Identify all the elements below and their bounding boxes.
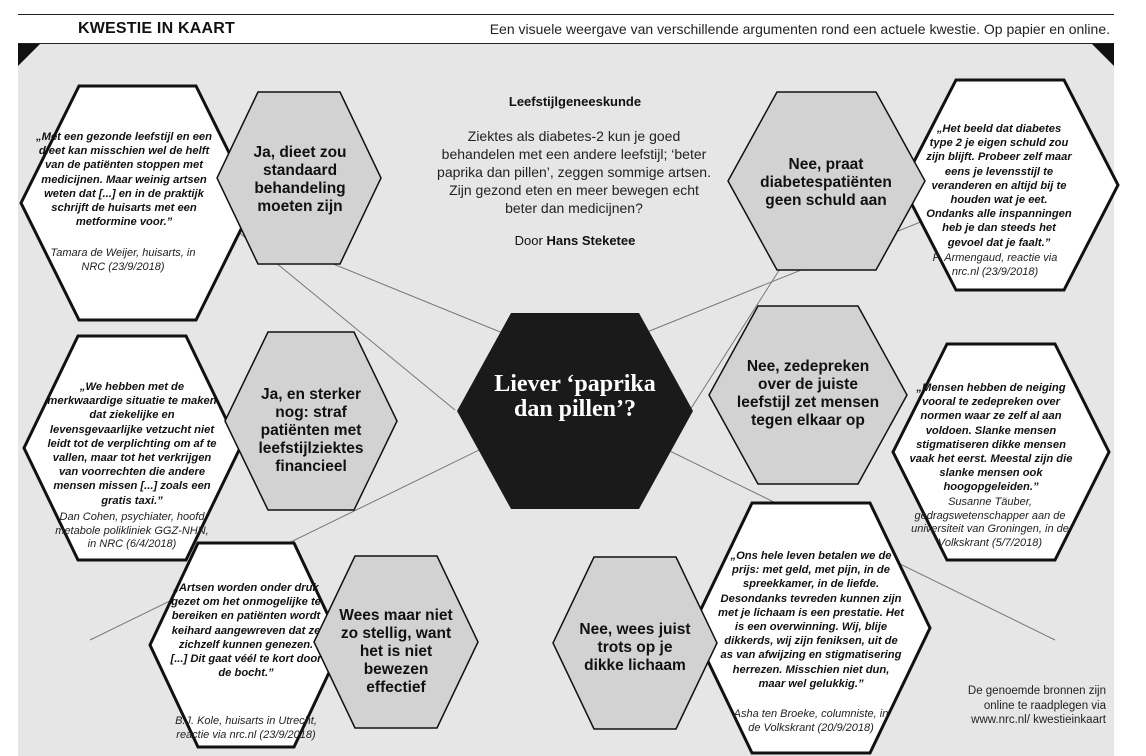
- intro-body: Ziektes als diabetes-2 kun je goed behandelen met een andere leefstijl; ‘beter paprika dan pillen’, zeggen sommige artsen. Zijn gezond eten en meer bewegen echt beter dan medicijnen?: [437, 128, 711, 216]
- quote-4-source: Susanne Täuber, gedragswetenschapper aan de universiteit van Groningen, in de Volkskrant (5/7/2018): [911, 496, 1069, 549]
- quote-4: „Mensen hebben de neiging vooral te zedepreken over normen waar ze zelf al aan voldoen. Slanke mensen stigmatiseren dikke mensen vaak het eerst. Meestal zijn die slanke mensen ook hoogopgeleiden.”: [909, 382, 1073, 494]
- intro-title: Leefstijlgeneeskunde: [508, 94, 642, 109]
- sources-footnote: De genoemde bronnen zijn online te raadplegen via www.nrc.nl/ kwestieinkaart: [967, 685, 1106, 726]
- stance-4: Nee, zedepreken over de juiste leefstijl zet mensen tegen elkaar op: [736, 358, 880, 429]
- byline: [440, 233, 710, 248]
- quote-5-source: B.J. Kole, huisarts in Utrecht, reactie via nrc.nl (23/9/2018): [175, 715, 317, 741]
- stance-3: Ja, en sterker nog: straf patiënten met leefstijlziektes financieel: [258, 386, 364, 475]
- author-name: Hans Steketee: [546, 233, 636, 248]
- central-question: Liever ‘paprika dan pillen’?: [494, 371, 656, 422]
- quote-3: „We hebben met de merkwaardige situatie te maken dat ziekelijke en levensgevaarlijke vetzucht niet leidt tot de verplichting om af te vallen, maar tot het verkrijgen van voorrechten die andere mensen missen [...] zoals een gratis taxi.”: [47, 381, 217, 507]
- quote-2-source: P. Armengaud, reactie via nrc.nl (23/9/2018): [932, 252, 1058, 278]
- page-subtitle: Een visuele weergave van verschillende argumenten rond een actuele kwestie. Op papier en online.: [489, 21, 1110, 37]
- quote-6-source: Asha ten Broeke, columniste, in de Volkskrant (20/9/2018): [733, 708, 889, 734]
- byline-prefix: Door: [514, 233, 543, 248]
- stance-5: Wees maar niet zo stellig, want het is niet bewezen effectief: [339, 607, 453, 696]
- stance-6: Nee, wees juist trots op je dikke lichaam: [579, 621, 691, 674]
- page-title: KWESTIE IN KAART: [78, 20, 235, 37]
- quote-1-source: Tamara de Weijer, huisarts, in NRC (23/9/2018): [50, 247, 196, 273]
- quote-6: „Ons hele leven betalen we de prijs: met geld, met pijn, in de spreekkamer, in de liefde. Desondanks tevreden kunnen zijn met je lichaam is een prestatie. Het is een overwinning. Wij, blije dikkerds, wij zijn feniksen, uit de as van afwijzing en stigmatisering herrezen. Misschien niet dun, maar wel gelukkig.”: [718, 550, 904, 690]
- quote-2: „Het beeld dat diabetes type 2 je eigen schuld zou zijn blijft. Probeer zelf maar eens je levensstijl te veranderen en altijd bij te houden wat je eet. Ondanks alle inspanningen heb je dan steeds het gevoel dat je faalt.”: [926, 123, 1072, 249]
- quote-5: „Artsen worden onder druk gezet om het onmogelijke te bereiken en patiënten wordt keihard aangewreven dat ze zichzelf kunnen genezen. [...] Dit gaat véél te kort door de bocht.”: [170, 582, 322, 680]
- quote-1: „Met een gezonde leefstijl en een dieet kan misschien wel de helft van de patiënten stoppen met medicijnen. Maar weinig artsen weten dat [...] en in de praktijk schrijft de huisarts met een metformine voor.”: [36, 131, 212, 229]
- stance-1: Ja, dieet zou standaard behandeling moeten zijn: [253, 144, 347, 215]
- quote-3-source: Dan Cohen, psychiater, hoofd metabole polikliniek GGZ-NHN, in NRC (6/4/2018): [55, 511, 209, 550]
- stance-2: Nee, praat diabetespatiënten geen schuld aan: [760, 156, 892, 209]
